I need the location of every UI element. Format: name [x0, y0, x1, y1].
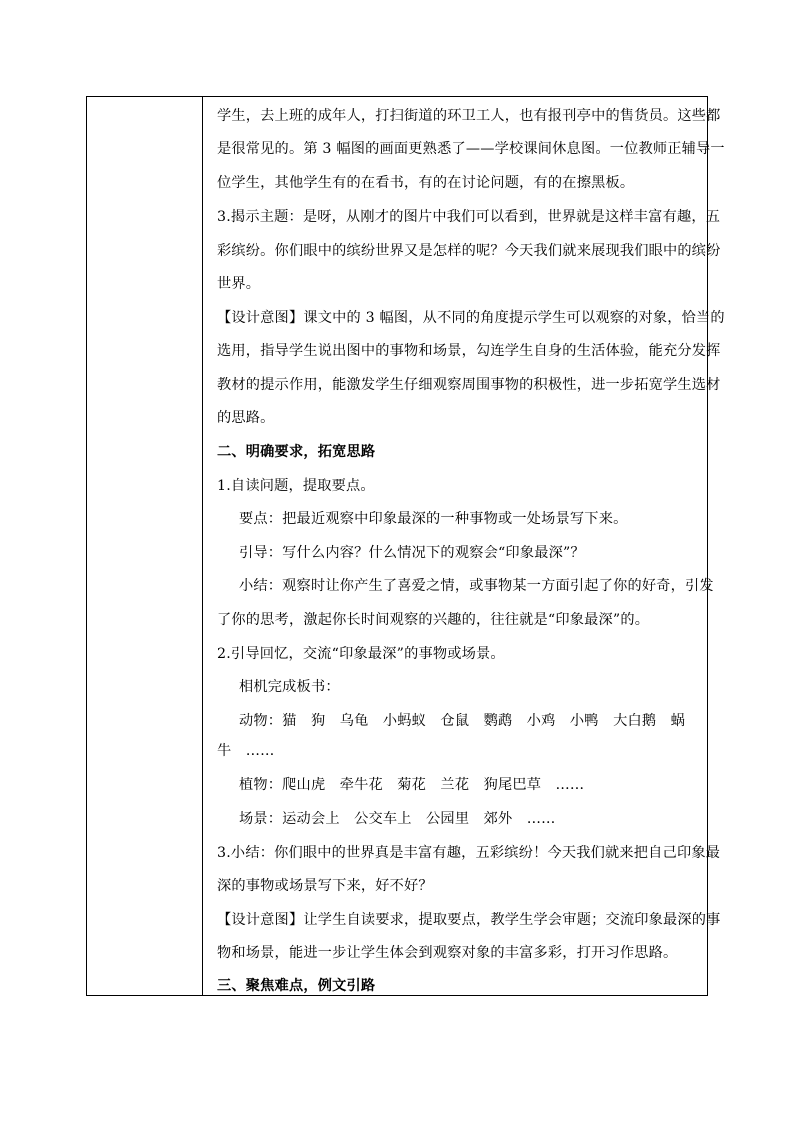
section-heading: 二、明确要求，拓宽思路: [217, 444, 376, 460]
table-right-column: [203, 97, 725, 995]
text-line: 2.引导回忆，交流“印象最深”的事物或场景。: [217, 646, 505, 662]
text-line: 小结：观察时让你产生了喜爱之情，或事物某一方面引起了你的好奇，引发: [239, 578, 714, 594]
text-line: 了你的思考，激起你长时间观察的兴趣的，往往就是“印象最深”的。: [217, 612, 650, 628]
text-line: 引导：写什么内容？什么情况下的观察会“印象最深”？: [239, 545, 585, 561]
text-line: 位学生，其他学生有的在看书，有的在讨论问题，有的在擦黑板。: [217, 175, 635, 191]
text-line: 深的事物或场景写下来，好不好？: [217, 878, 433, 894]
text-line: 动物：猫 狗 乌龟 小蚂蚁 仓鼠 鹦鹉 小鸡 小鸭 大白鹅 蜗: [239, 713, 686, 729]
text-line: 3.揭示主题：是呀，从刚才的图片中我们可以看到，世界就是这样丰富有趣，五: [217, 209, 721, 225]
text-line: 植物：爬山虎 牵牛花 菊花 兰花 狗尾巴草 ……: [239, 777, 585, 793]
text-line: 要点：把最近观察中印象最深的一种事物或一处场景写下来。: [239, 511, 628, 527]
section-heading: 三、聚焦难点，例文引路: [217, 978, 376, 994]
lesson-table: [86, 96, 725, 996]
text-line: 1.自读问题，提取要点。: [217, 478, 375, 494]
text-line: 选用，指导学生说出图中的事物和场景，勾连学生自身的生活体验，能充分发挥: [217, 343, 721, 359]
design-intent-line: 【设计意图】让学生自读要求，提取要点，教学生学会审题；交流印象最深的事: [217, 912, 721, 928]
text-line: 牛 ……: [217, 743, 275, 759]
text-line: 物和场景，能进一步让学生体会到观察对象的丰富多彩，打开习作思路。: [217, 945, 678, 961]
text-line: 3.小结：你们眼中的世界真是丰富有趣，五彩缤纷！今天我们就来把自己印象最: [217, 845, 721, 861]
text-line: 的思路。: [217, 410, 275, 426]
text-line: 教材的提示作用，能激发学生仔细观察周围事物的积极性，进一步拓宽学生选材: [217, 377, 721, 393]
text-line: 是很常见的。第 3 幅图的画面更熟悉了——学校课间休息图。一位教师正辅导一: [217, 141, 725, 157]
table-left-column: [87, 97, 203, 995]
text-line: 场景：运动会上 公交车上 公园里 郊外 ……: [239, 811, 556, 827]
design-intent-line: 【设计意图】课文中的 3 幅图，从不同的角度提示学生可以观察的对象，恰当的: [217, 310, 725, 326]
text-line: 相机完成板书：: [239, 679, 340, 695]
text-line: 彩缤纷。你们眼中的缤纷世界又是怎样的呢？今天我们就来展现我们眼中的缤纷: [217, 243, 721, 259]
text-line: 学生，去上班的成年人，打扫街道的环卫工人，也有报刊亭中的售货员。这些都: [217, 108, 721, 124]
text-line: 世界。: [217, 276, 261, 292]
